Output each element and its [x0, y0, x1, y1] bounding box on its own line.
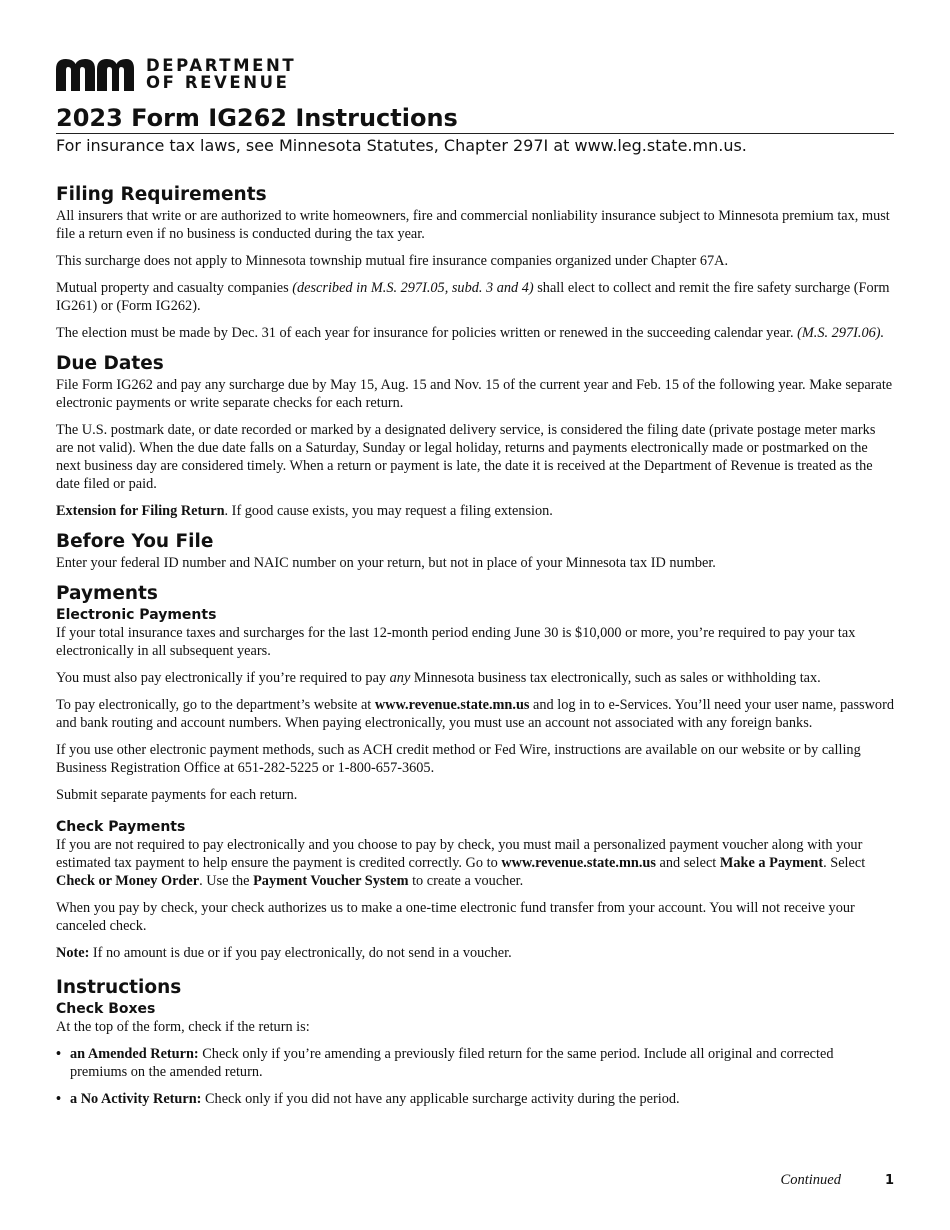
mn-logo-icon	[56, 57, 134, 91]
page-title: 2023 Form IG262 Instructions	[56, 103, 894, 134]
list-item: • a No Activity Return: Check only if you did not have any applicable surcharge activity during the period.	[56, 1090, 894, 1108]
revenue-website-link[interactable]: www.revenue.state.mn.us	[374, 697, 530, 713]
paragraph: At the top of the form, check if the return is:	[56, 1019, 310, 1035]
paragraph: This surcharge does not apply to Minnesota township mutual fire insurance companies organized under Chapter 67A.	[56, 253, 729, 269]
logo-line-2: OF REVENUE	[146, 73, 290, 92]
instructions-section	[56, 976, 894, 1108]
paragraph: If you use other electronic payment methods, such as ACH credit method or Fed Wire, instructions are available on our website or by calling Business Registration Office at 651-282-5225 or 1-800-657-3605.	[56, 742, 861, 776]
paragraph: The U.S. postmark date, or date recorded or marked by a designated delivery service, is considered the filing date (private postage meter marks are not valid). When the due date falls on a Saturday, Sunday or legal holiday, returns and payments electronically made or postmarked on the next business day are considered timely. When a return or payment is late, the date it is received at the Department of Revenue is treated as the date filed or paid.	[56, 422, 876, 492]
mn-revenue-logo	[56, 54, 296, 94]
section-heading: Before You File	[56, 531, 214, 552]
paragraph: Enter your federal ID number and NAIC number on your return, but not in place of your Minnesota tax ID number.	[56, 555, 716, 571]
page-subtitle: For insurance tax laws, see Minnesota Statutes, Chapter 297I at www.leg.state.mn.us.	[56, 136, 747, 155]
document-body	[56, 183, 894, 1117]
subsection-heading: Check Boxes	[56, 1001, 156, 1017]
paragraph: Mutual property and casualty companies (described in M.S. 297I.05, subd. 3 and 4) shall elect to collect and remit the fire safety surcharge (Form IG261) or (Form IG262).	[56, 280, 890, 314]
section-heading: Due Dates	[56, 353, 164, 374]
revenue-website-link[interactable]: www.revenue.state.mn.us	[501, 855, 656, 871]
paragraph: File Form IG262 and pay any surcharge due by May 15, Aug. 15 and Nov. 15 of the current year and Feb. 15 of the following year. Make separate electronic payments or write separate checks for each return.	[56, 377, 893, 411]
logo-wordmark	[146, 57, 296, 91]
logo-line-1: DEPARTMENT	[146, 56, 297, 75]
page-footer	[781, 1172, 894, 1189]
check-box-list	[56, 1045, 894, 1108]
paragraph: Submit separate payments for each return.	[56, 787, 298, 803]
filing-requirements-section	[56, 183, 894, 342]
paragraph: Note: If no amount is due or if you pay electronically, do not send in a voucher.	[56, 945, 512, 961]
paragraph: If your total insurance taxes and surcharges for the last 12-month period ending June 30 is $10,000 or more, you’re required to pay your tax electronically in all subsequent years.	[56, 625, 856, 659]
paragraph: When you pay by check, your check authorizes us to make a one-time electronic fund transfer from your account. You will not receive your canceled check.	[56, 900, 855, 934]
list-item: • an Amended Return: Check only if you’re amending a previously filed return for the same period. Include all original and corrected premiums on the amended return.	[56, 1045, 894, 1081]
subsection-heading: Check Payments	[56, 819, 186, 835]
section-heading: Filing Requirements	[56, 184, 267, 205]
paragraph: To pay electronically, go to the department’s website at www.revenue.state.mn.us and log in to e-Services. You’ll need your user name, password and bank routing and account numbers. When paying electronically, you must use an account not associated with any foreign banks.	[56, 697, 894, 731]
section-heading: Instructions	[56, 977, 182, 998]
paragraph: You must also pay electronically if you’re required to pay any Minnesota business tax electronically, such as sales or withholding tax.	[56, 670, 821, 686]
paragraph: Extension for Filing Return. If good cause exists, you may request a filing extension.	[56, 503, 553, 519]
paragraph: All insurers that write or are authorized to write homeowners, fire and commercial nonliability insurance subject to Minnesota premium tax, must file a return even if no business is conducted during the tax year.	[56, 208, 890, 242]
section-heading: Payments	[56, 583, 158, 604]
paragraph: The election must be made by Dec. 31 of each year for insurance for policies written or renewed in the succeeding calendar year. (M.S. 297I.06).	[56, 325, 885, 341]
page-number: 1	[884, 1173, 894, 1188]
subsection-heading: Electronic Payments	[56, 607, 217, 623]
continued-label: Continued	[780, 1172, 841, 1188]
paragraph: If you are not required to pay electronically and you choose to pay by check, you must mail a personalized payment voucher along with your estimated tax payment to help ensure the payment is credited correctly. Go to www.revenue.state.mn.us and select Make a Payment. Select Check or Money Order. Use the Payment Voucher System to create a voucher.	[56, 837, 866, 889]
due-dates-section	[56, 352, 894, 520]
payments-section	[56, 582, 894, 962]
before-you-file-section	[56, 530, 894, 572]
